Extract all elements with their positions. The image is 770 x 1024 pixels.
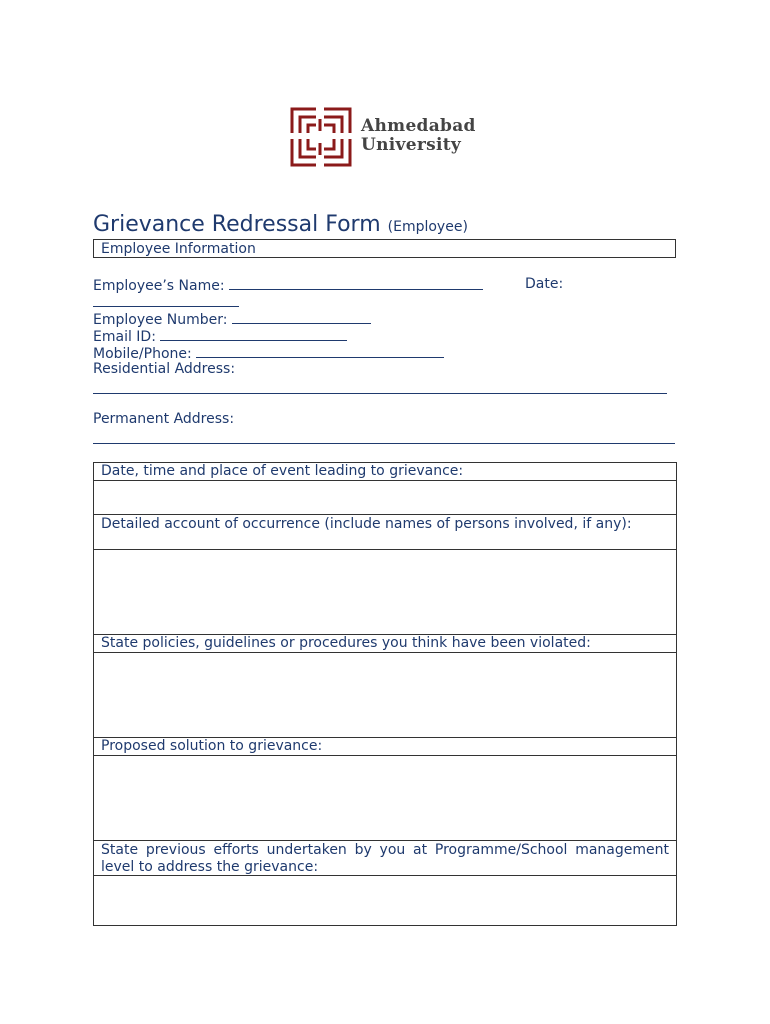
residential-address-label: Residential Address: — [93, 361, 236, 377]
previous-efforts-answer[interactable] — [94, 876, 676, 925]
logo-line-1: Ahmedabad — [361, 116, 476, 136]
logo-mark-icon — [290, 107, 352, 167]
section-header-employee-info: Employee Information — [93, 239, 676, 258]
permanent-address-label: Permanent Address: — [93, 411, 235, 427]
email-blank[interactable] — [160, 327, 347, 341]
event-details-label: Date, time and place of event leading to grievance: — [94, 463, 676, 481]
proposed-solution-answer[interactable] — [94, 756, 676, 841]
violated-policies-answer[interactable] — [94, 653, 676, 738]
university-logo — [290, 107, 490, 169]
occurrence-account-label: Detailed account of occurrence (include names of persons involved, if any): — [94, 515, 676, 550]
form-title-sub: (Employee) — [387, 219, 468, 235]
email-label: Email ID: — [93, 329, 156, 345]
employee-name-label: Employee’s Name: — [93, 278, 225, 294]
form-title-main: Grievance Redressal Form — [93, 212, 381, 237]
violated-policies-label: State policies, guidelines or procedures you think have been violated: — [94, 635, 676, 653]
proposed-solution-label: Proposed solution to grievance: — [94, 738, 676, 756]
employee-name-field[interactable] — [93, 276, 483, 295]
date-blank[interactable] — [93, 306, 239, 307]
employee-number-blank[interactable] — [232, 310, 371, 324]
previous-efforts-label: State previous efforts undertaken by you at Programme/School management level to address the grievance: — [94, 841, 676, 876]
grievance-table — [93, 462, 677, 926]
logo-line-2: University — [361, 135, 462, 155]
event-details-answer[interactable] — [94, 481, 676, 515]
permanent-address-blank[interactable] — [93, 443, 675, 444]
form-title — [93, 212, 468, 237]
occurrence-account-answer[interactable] — [94, 550, 676, 635]
date-label: Date: — [525, 276, 564, 292]
mobile-label: Mobile/Phone: — [93, 346, 192, 362]
residential-address-blank[interactable] — [93, 393, 667, 394]
employee-number-label: Employee Number: — [93, 312, 228, 328]
logo-text — [361, 117, 476, 155]
mobile-blank[interactable] — [196, 344, 444, 358]
employee-name-blank[interactable] — [229, 276, 483, 290]
